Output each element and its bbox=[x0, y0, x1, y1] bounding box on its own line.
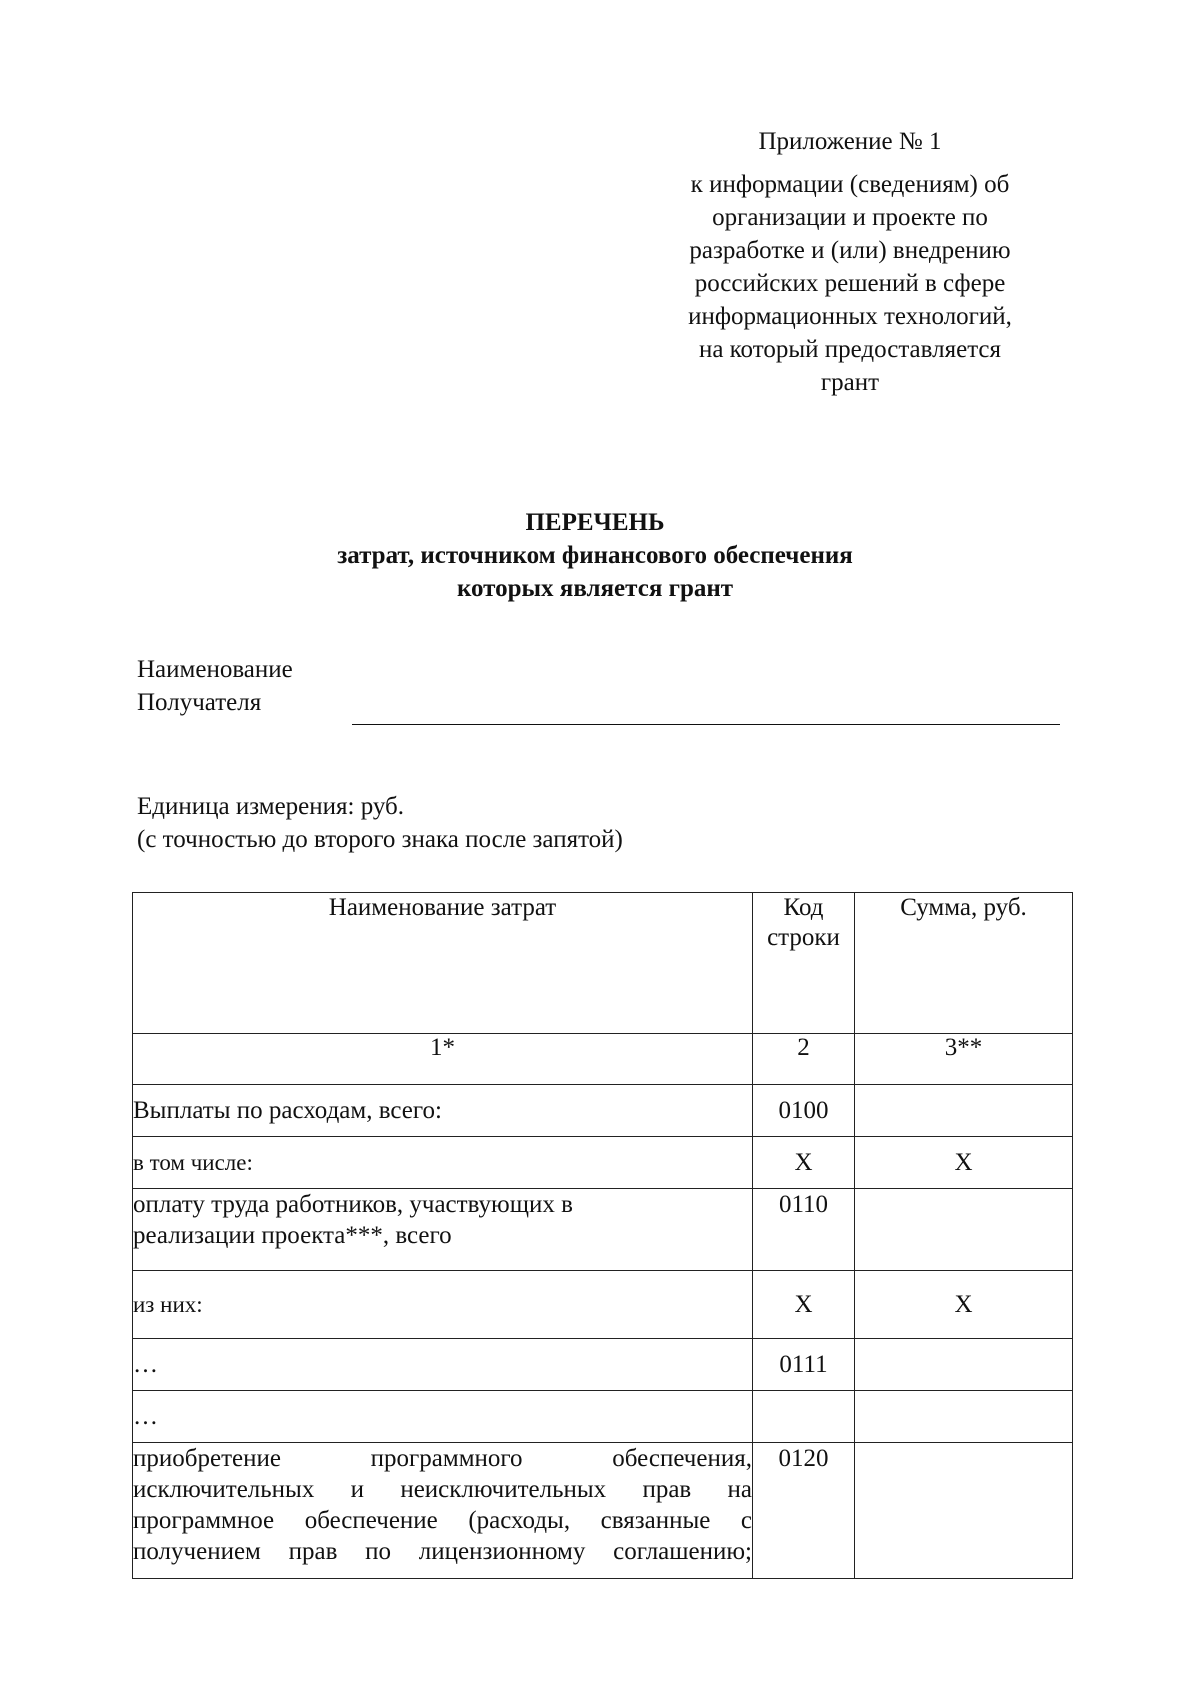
row-name-line: получением прав по лицензионному соглашению; bbox=[133, 1538, 752, 1565]
table-row bbox=[133, 1137, 1073, 1189]
appendix-line: российских решений в сфере bbox=[694, 270, 1006, 297]
costs-table bbox=[132, 892, 1073, 1579]
appendix-line: информационных технологий, bbox=[688, 303, 1012, 330]
row-sum-cell: Х bbox=[855, 1137, 1073, 1189]
appendix-line: грант bbox=[820, 369, 880, 396]
appendix-line: организации и проекте по bbox=[712, 204, 988, 231]
table-row bbox=[133, 1339, 1073, 1391]
recipient-label-line1: Наименование bbox=[137, 656, 293, 683]
row-sum-cell: Х bbox=[855, 1271, 1073, 1339]
appendix-line: на который предоставляется bbox=[698, 336, 1002, 363]
row-code: Х bbox=[753, 1271, 855, 1339]
row-name: из них: bbox=[133, 1271, 753, 1339]
column-number: 3** bbox=[855, 1034, 1073, 1085]
document-heading bbox=[0, 506, 1190, 605]
document-title: ПЕРЕЧЕНЬ bbox=[525, 509, 665, 536]
row-name-line: приобретение программного обеспечения, bbox=[133, 1445, 752, 1472]
row-name-line1: оплату труда работников, участвующих в bbox=[133, 1191, 573, 1218]
column-number: 1* bbox=[133, 1034, 753, 1085]
row-code: 0100 bbox=[753, 1085, 855, 1137]
row-code bbox=[753, 1391, 855, 1443]
row-sum-cell[interactable] bbox=[855, 1391, 1073, 1443]
table-row bbox=[133, 1189, 1073, 1271]
document-subtitle-line1: затрат, источником финансового обеспечения bbox=[337, 542, 853, 569]
recipient-label-line2: Получателя bbox=[137, 689, 262, 716]
row-code: 0110 bbox=[753, 1189, 855, 1271]
header-code-line2: строки bbox=[767, 924, 840, 951]
row-name: … bbox=[133, 1339, 753, 1391]
appendix-line: к информации (сведениям) об bbox=[690, 171, 1010, 198]
table-row bbox=[133, 1271, 1073, 1339]
row-name bbox=[133, 1443, 753, 1579]
table-column-numbers-row bbox=[133, 1034, 1073, 1085]
row-name: Выплаты по расходам, всего: bbox=[133, 1085, 753, 1137]
table-row bbox=[133, 1443, 1073, 1579]
document-subtitle-line2: которых является грант bbox=[456, 575, 734, 602]
table-header-row bbox=[133, 893, 1073, 1034]
row-name-line2: реализации проекта***, всего bbox=[133, 1222, 452, 1249]
header-row-code bbox=[753, 893, 855, 1034]
recipient-label bbox=[137, 653, 293, 719]
appendix-number: Приложение № 1 bbox=[758, 128, 942, 155]
header-cost-name: Наименование затрат bbox=[133, 893, 753, 1034]
row-sum-cell[interactable] bbox=[855, 1339, 1073, 1391]
row-code: 0111 bbox=[753, 1339, 855, 1391]
row-sum-cell[interactable] bbox=[855, 1443, 1073, 1579]
appendix-block bbox=[640, 125, 1060, 399]
table-row bbox=[133, 1085, 1073, 1137]
column-number: 2 bbox=[753, 1034, 855, 1085]
row-name-line: программное обеспечение (расходы, связанные с bbox=[133, 1507, 752, 1534]
row-code: Х bbox=[753, 1137, 855, 1189]
row-sum-cell[interactable] bbox=[855, 1085, 1073, 1137]
unit-line2: (с точностью до второго знака после запятой) bbox=[137, 826, 623, 853]
row-code: 0120 bbox=[753, 1443, 855, 1579]
header-sum: Сумма, руб. bbox=[855, 893, 1073, 1034]
appendix-line: разработке и (или) внедрению bbox=[689, 237, 1011, 264]
recipient-name-field[interactable] bbox=[352, 724, 1060, 725]
unit-of-measure bbox=[137, 790, 623, 856]
unit-line1: Единица измерения: руб. bbox=[137, 793, 405, 820]
row-name-line: исключительных и неисключительных прав на bbox=[133, 1476, 752, 1503]
row-name: … bbox=[133, 1391, 753, 1443]
row-name: в том числе: bbox=[133, 1137, 753, 1189]
row-sum-cell[interactable] bbox=[855, 1189, 1073, 1271]
table-row bbox=[133, 1391, 1073, 1443]
row-name bbox=[133, 1189, 753, 1271]
header-code-line1: Код bbox=[783, 894, 824, 921]
